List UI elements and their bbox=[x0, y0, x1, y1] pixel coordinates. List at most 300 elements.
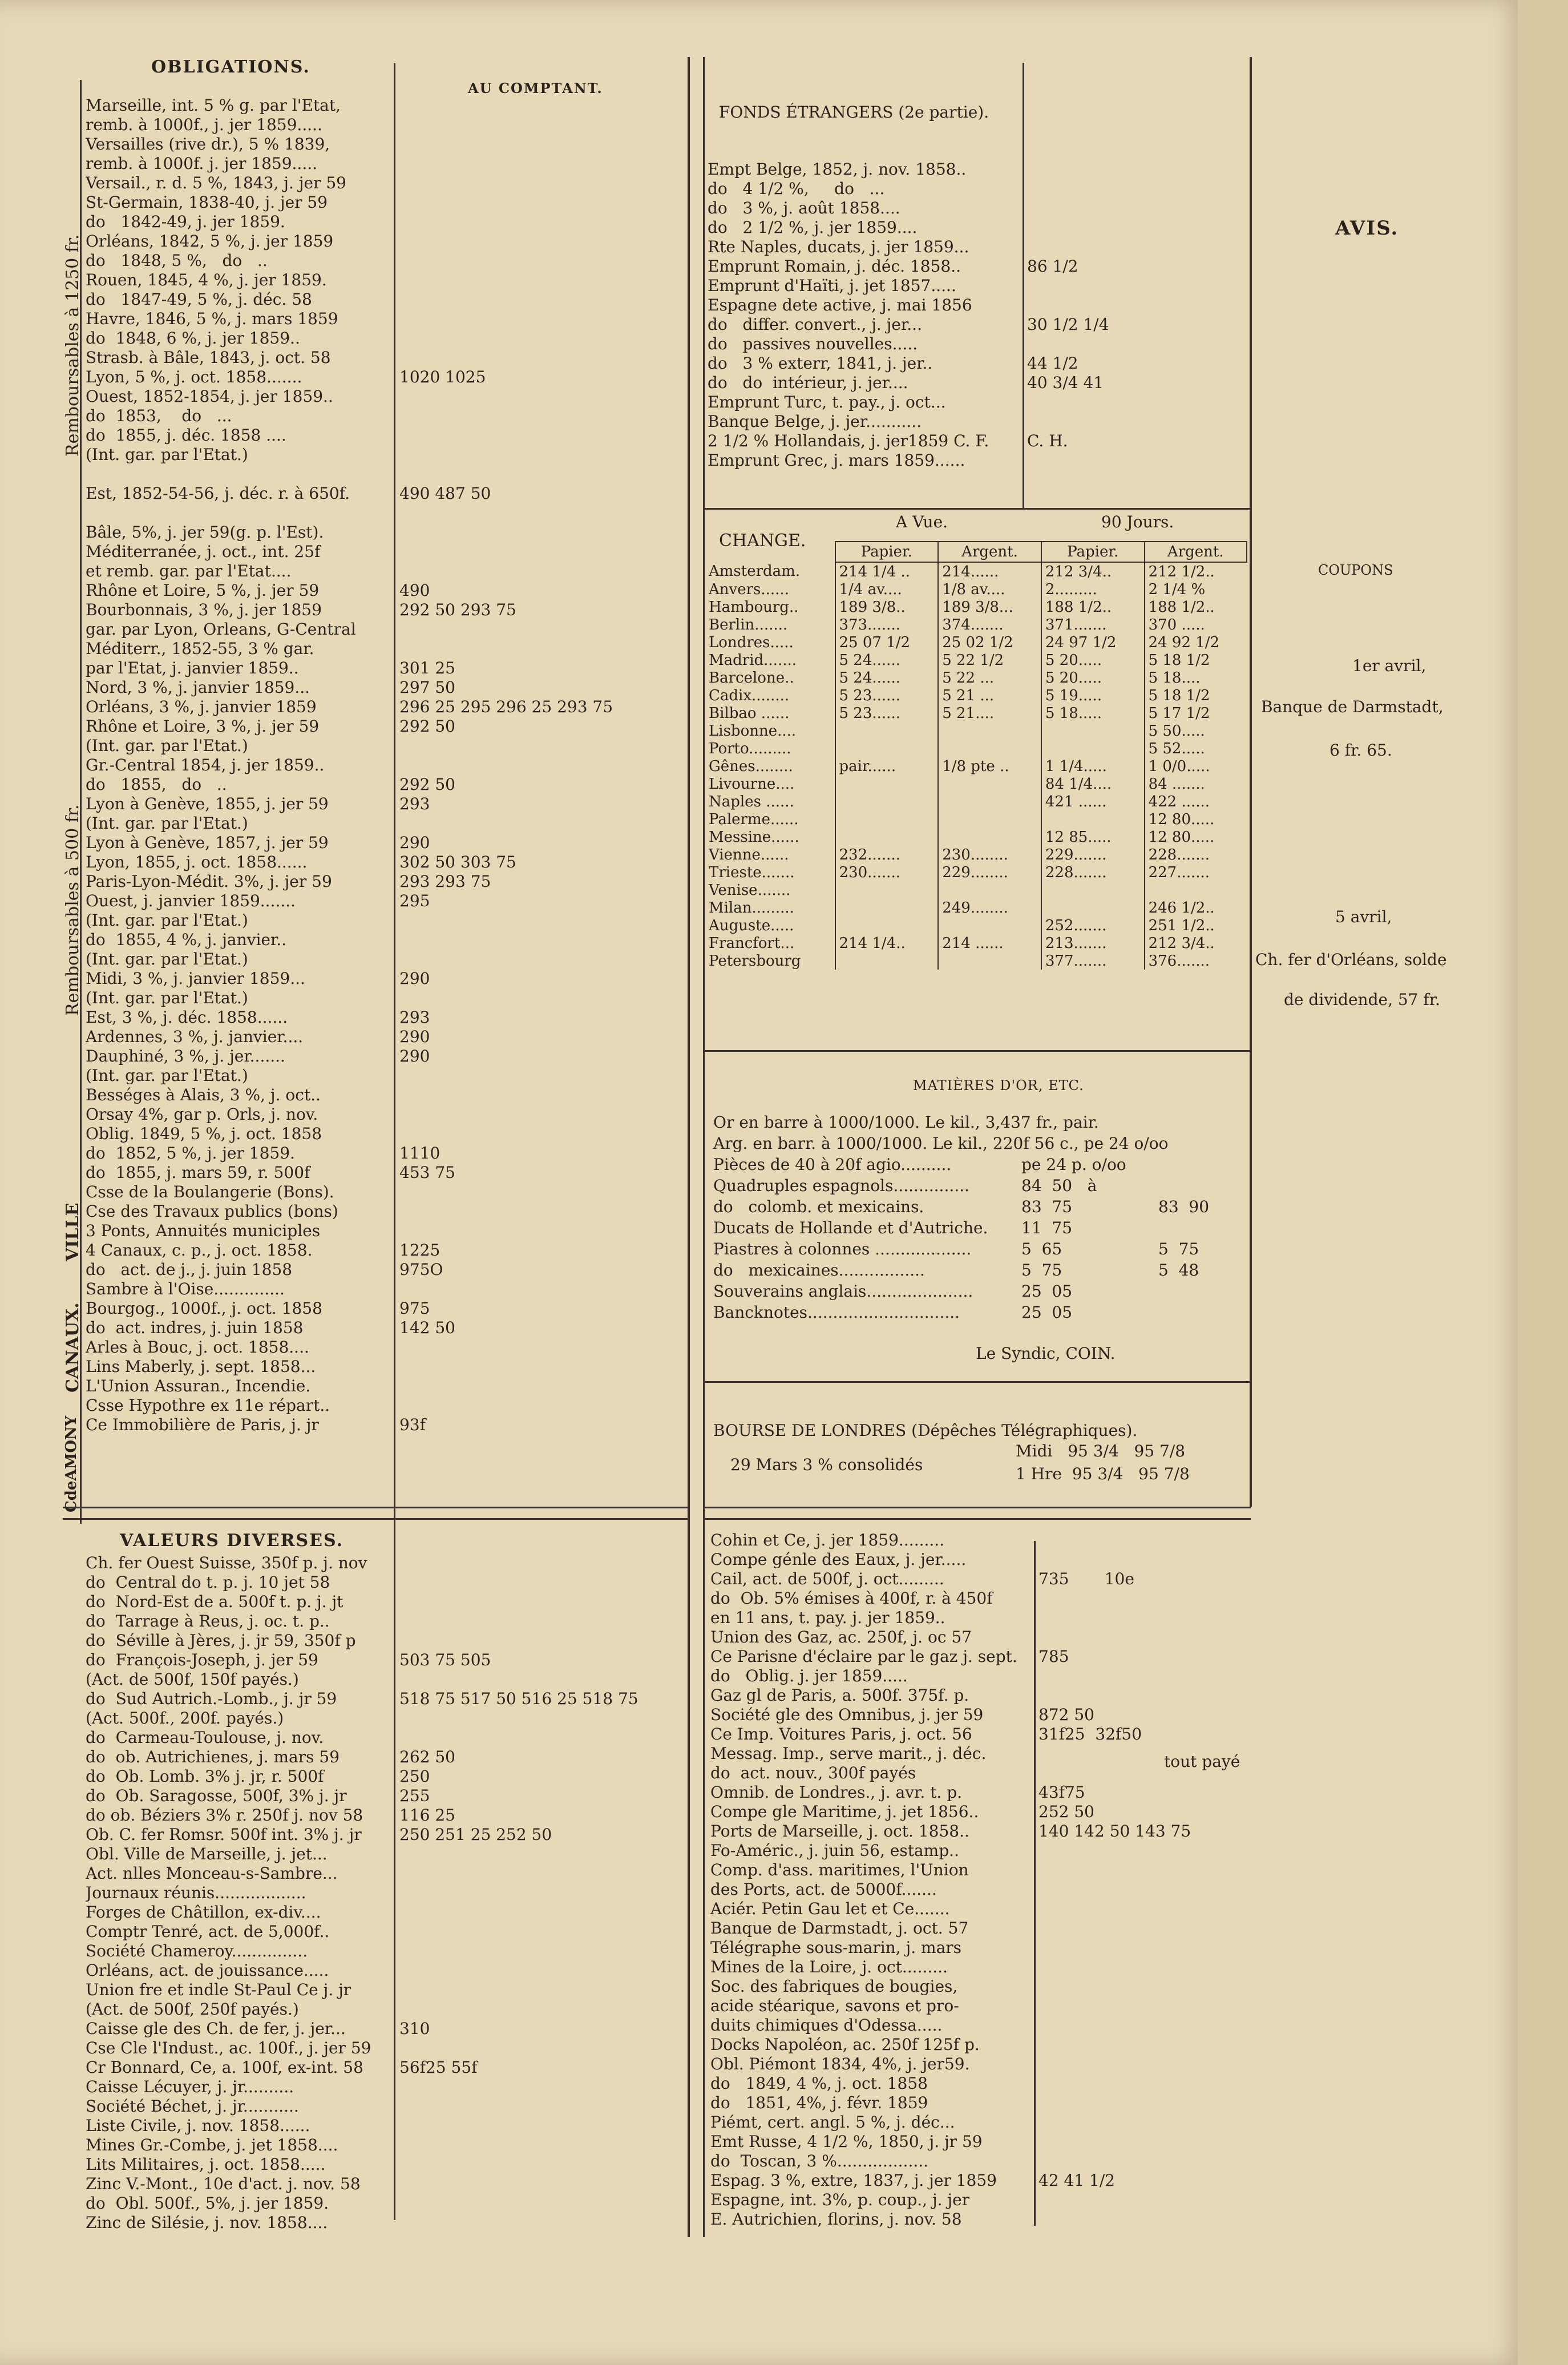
rate-cell: 84 ....... bbox=[1145, 775, 1247, 793]
rate-cell: 5 24...... bbox=[835, 651, 939, 669]
list-item: Zinc de Silésie, j. nov. 1858.... bbox=[86, 2213, 328, 2232]
matieres-heading: MATIÈRES D'OR, ETC. bbox=[913, 1077, 1084, 1093]
table-row bbox=[705, 846, 1247, 863]
metal-value: 5 48 bbox=[1158, 1261, 1199, 1280]
rate-cell bbox=[938, 722, 1041, 740]
next-page-edge bbox=[1518, 0, 1568, 2365]
list-item: Ouest, 1852-1854, j. jer 1859.. bbox=[86, 387, 333, 406]
list-item: (Int. gar. par l'Etat.) bbox=[86, 736, 248, 755]
metal-value: 5 75 bbox=[1021, 1261, 1062, 1280]
table-row bbox=[705, 562, 1247, 580]
rate-cell: 25 07 1/2 bbox=[835, 633, 939, 651]
table-row bbox=[705, 704, 1247, 722]
metal-value: 83 90 bbox=[1158, 1197, 1210, 1216]
rate-cell: 12 80..... bbox=[1145, 810, 1247, 828]
rate-cell: 5 18 1/2 bbox=[1145, 651, 1247, 669]
price-value: 292 50 293 75 bbox=[399, 600, 516, 619]
rate-cell: 2......... bbox=[1041, 580, 1145, 598]
rate-cell bbox=[835, 917, 939, 934]
rate-cell: 5 52..... bbox=[1145, 740, 1247, 757]
table-row bbox=[705, 669, 1247, 687]
list-item: 3 Ponts, Annuités municiples bbox=[86, 1221, 321, 1240]
rate-cell: 228....... bbox=[1041, 863, 1145, 881]
table-row bbox=[705, 580, 1247, 598]
list-item: (Int. gar. par l'Etat.) bbox=[86, 911, 248, 930]
rate-cell: 24 97 1/2 bbox=[1041, 633, 1145, 651]
list-item bbox=[713, 1197, 1250, 1218]
list-item: do passives nouvelles..... bbox=[708, 334, 918, 353]
list-item: do 1849, 4 %, j. oct. 1858 bbox=[710, 2074, 928, 2093]
coupon-name: Banque de Darmstadt, bbox=[1261, 697, 1444, 716]
rule bbox=[1023, 63, 1024, 508]
rate-cell: 5 24...... bbox=[835, 669, 939, 687]
rate-cell: pair...... bbox=[835, 757, 939, 775]
list-item: Ports de Marseille, j. oct. 1858.. bbox=[710, 1822, 969, 1841]
obligations-heading: OBLIGATIONS. bbox=[151, 57, 310, 77]
rate-cell: 1/8 av.... bbox=[938, 580, 1041, 598]
list-item: Cse des Travaux publics (bons) bbox=[86, 1202, 338, 1221]
rate-cell bbox=[938, 881, 1041, 899]
list-item: do act. de j., j. juin 1858 bbox=[86, 1260, 293, 1279]
rate-cell bbox=[1041, 881, 1145, 899]
list-item: (Act. de 500f, 250f payés.) bbox=[86, 2000, 299, 2019]
city-cell: Venise....... bbox=[709, 881, 791, 899]
rate-cell bbox=[835, 828, 939, 846]
list-item: Ardennes, 3 %, j. janvier.... bbox=[86, 1027, 304, 1046]
list-item: Lits Militaires, j. oct. 1858..... bbox=[86, 2155, 326, 2174]
a-vue-heading: A Vue. bbox=[896, 512, 948, 531]
list-item: Versailles (rive dr.), 5 % 1839, bbox=[86, 135, 330, 154]
list-item: do Ob. Lomb. 3% j. jr, r. 500f bbox=[86, 1767, 324, 1786]
rate-cell: 5 50..... bbox=[1145, 722, 1247, 740]
list-item: Oblig. 1849, 5 %, j. oct. 1858 bbox=[86, 1124, 322, 1143]
metal-value: 25 05 bbox=[1021, 1282, 1073, 1301]
metal-label: Souverains anglais..................... bbox=[713, 1282, 973, 1301]
list-item: (Int. gar. par l'Etat.) bbox=[86, 814, 248, 833]
rate-cell: 212 3/4.. bbox=[1145, 934, 1247, 952]
list-item: do Oblig. j. jer 1859..... bbox=[710, 1666, 908, 1685]
price-value: 290 bbox=[399, 833, 430, 852]
column-divider bbox=[688, 57, 690, 2237]
table-row bbox=[705, 934, 1247, 952]
list-item: do Toscan, 3 %.................. bbox=[710, 2152, 929, 2170]
coupon-date: 1er avril, bbox=[1352, 656, 1426, 675]
list-item: et remb. gar. par l'Etat.... bbox=[86, 562, 292, 580]
list-item: Mines Gr.-Combe, j. jet 1858.... bbox=[86, 2136, 338, 2154]
price-value: 255 bbox=[399, 1786, 430, 1805]
list-item: Bourgog., 1000f., j. oct. 1858 bbox=[86, 1299, 322, 1318]
rate-cell: 212 1/2.. bbox=[1145, 562, 1247, 580]
metal-label: do colomb. et mexicains. bbox=[713, 1197, 924, 1216]
price-value: 785 bbox=[1038, 1647, 1069, 1666]
list-item bbox=[86, 503, 394, 523]
side-label: CdeAMONY bbox=[63, 1415, 80, 1512]
fonds-etrangers-list bbox=[708, 160, 1021, 470]
valeurs-diverses-heading: VALEURS DIVERSES. bbox=[120, 1531, 344, 1551]
metal-value: 11 75 bbox=[1021, 1218, 1073, 1237]
table-row bbox=[705, 740, 1247, 757]
list-item: do differ. convert., j. jer... bbox=[708, 315, 922, 334]
list-item: Lins Maberly, j. sept. 1858... bbox=[86, 1357, 316, 1376]
table-row bbox=[705, 917, 1247, 934]
list-item: do Central do t. p. j. 10 jet 58 bbox=[86, 1573, 330, 1592]
list-item: Obl. Ville de Marseille, j. jet... bbox=[86, 1845, 328, 1863]
list-item: Midi, 3 %, j. janvier 1859... bbox=[86, 969, 305, 988]
price-value: 116 25 bbox=[399, 1806, 455, 1825]
rate-cell: 5 18.... bbox=[1145, 669, 1247, 687]
price-value: 1225 bbox=[399, 1241, 441, 1260]
city-cell: Cadix........ bbox=[709, 687, 790, 704]
price-value: 290 bbox=[399, 1027, 430, 1046]
rate-cell: 374....... bbox=[938, 616, 1041, 633]
list-item: do 2 1/2 %, j. jer 1859.... bbox=[708, 218, 918, 237]
list-item: Soc. des fabriques de bougies, bbox=[710, 1977, 958, 1996]
list-item: do 1848, 5 %, do .. bbox=[86, 251, 268, 270]
price-value: 295 bbox=[399, 891, 430, 910]
list-item: do 3 % exterr, 1841, j. jer.. bbox=[708, 354, 933, 373]
list-item: en 11 ans, t. pay. j. jer 1859.. bbox=[710, 1608, 945, 1627]
bourse-londres-heading: BOURSE DE LONDRES (Dépêches Télégraphiques). bbox=[713, 1421, 1138, 1440]
list-item: do 3 %, j. août 1858.... bbox=[708, 199, 900, 217]
city-cell: Londres..... bbox=[709, 633, 794, 651]
rate-cell: 227....... bbox=[1145, 863, 1247, 881]
bourse-date-line: 29 Mars 3 % consolidés bbox=[730, 1455, 923, 1474]
list-item: Banque Belge, j. jer........... bbox=[708, 412, 922, 431]
metal-value: 25 05 bbox=[1021, 1303, 1073, 1322]
city-cell: Trieste....... bbox=[709, 863, 795, 881]
coupon-name: Ch. fer d'Orléans, solde bbox=[1255, 950, 1447, 969]
rate-cell: 228....... bbox=[1145, 846, 1247, 863]
list-item: Piémt, cert. angl. 5 %, j. déc... bbox=[710, 2113, 955, 2132]
rate-cell bbox=[1041, 740, 1145, 757]
list-item: do Carmeau-Toulouse, j. nov. bbox=[86, 1728, 324, 1747]
valeurs-suite-prices bbox=[1038, 1531, 1250, 2229]
table-row bbox=[705, 616, 1247, 633]
list-item: Union fre et indle St-Paul Ce j. jr bbox=[86, 1980, 351, 1999]
list-item: Havre, 1846, 5 %, j. mars 1859 bbox=[86, 309, 338, 328]
table-row bbox=[705, 863, 1247, 881]
price-value: 42 41 1/2 bbox=[1038, 2171, 1116, 2190]
list-item: do ob. Béziers 3% r. 250f j. nov 58 bbox=[86, 1806, 363, 1825]
list-item: Fo-Améric., j. juin 56, estamp.. bbox=[710, 1841, 959, 1860]
coupons-heading: COUPONS bbox=[1318, 562, 1393, 578]
list-item bbox=[713, 1218, 1250, 1240]
list-item: (Act. de 500f, 150f payés.) bbox=[86, 1670, 299, 1689]
fonds-etrangers-prices bbox=[1027, 160, 1244, 470]
list-item: Emprunt d'Haïti, j. jet 1857..... bbox=[708, 276, 956, 295]
list-item: Méditerr., 1852-55, 3 % gar. bbox=[86, 639, 314, 658]
rate-cell: 84 1/4.... bbox=[1041, 775, 1145, 793]
metal-value: pe 24 p. o/oo bbox=[1021, 1155, 1126, 1174]
valeurs-diverses-list bbox=[86, 1553, 394, 2233]
price-value: 296 25 295 296 25 293 75 bbox=[399, 697, 613, 716]
city-cell: Naples ...... bbox=[709, 793, 794, 810]
rate-cell bbox=[835, 740, 939, 757]
list-item: remb. à 1000f., j. jer 1859..... bbox=[86, 115, 322, 134]
price-value: 40 3/4 41 bbox=[1027, 373, 1104, 392]
change-heading: CHANGE. bbox=[719, 531, 806, 551]
price-value: 872 50 bbox=[1038, 1705, 1094, 1724]
list-item: Cr Bonnard, Ce, a. 100f, ex-int. 58 bbox=[86, 2058, 363, 2077]
list-item: do Ob. Saragosse, 500f, 3% j. jr bbox=[86, 1786, 347, 1805]
list-item: do 1847-49, 5 %, j. déc. 58 bbox=[86, 290, 312, 309]
rate-cell bbox=[835, 810, 939, 828]
list-item: Orléans, 3 %, j. janvier 1859 bbox=[86, 697, 317, 716]
list-item: Csse Hypothre ex 11e répart.. bbox=[86, 1396, 330, 1415]
list-item: Société Béchet, j. jr........... bbox=[86, 2097, 299, 2116]
list-item: Cohin et Ce, j. jer 1859......... bbox=[710, 1531, 945, 1549]
list-item: Société Chameroy............... bbox=[86, 1942, 308, 1960]
syndic-signature: Le Syndic, COIN. bbox=[976, 1344, 1116, 1363]
rate-cell: 1 0/0..... bbox=[1145, 757, 1247, 775]
list-item: Est, 3 %, j. déc. 1858...... bbox=[86, 1008, 288, 1027]
list-item: Ob. C. fer Romsr. 500f int. 3% j. jr bbox=[86, 1825, 362, 1844]
list-item: Csse de la Boulangerie (Bons). bbox=[86, 1182, 334, 1201]
list-item: Espag. 3 %, extre, 1837, j. jer 1859 bbox=[710, 2171, 997, 2190]
rate-cell: 2 1/4 % bbox=[1145, 580, 1247, 598]
column-divider bbox=[1250, 57, 1252, 1507]
price-value: 252 50 bbox=[1038, 1802, 1094, 1821]
price-value: 56f25 55f bbox=[399, 2058, 478, 2077]
rate-cell: 5 19..... bbox=[1041, 687, 1145, 704]
city-cell: Hambourg.. bbox=[709, 598, 799, 616]
list-item: (Act. 500f., 200f. payés.) bbox=[86, 1709, 284, 1728]
metal-value: 5 75 bbox=[1158, 1240, 1199, 1258]
list-item: Société gle des Omnibus, j. jer 59 bbox=[710, 1705, 984, 1724]
rate-cell: 12 80..... bbox=[1145, 828, 1247, 846]
price-value: 262 50 bbox=[399, 1747, 455, 1766]
list-item: Orsay 4%, gar p. Orls, j. nov. bbox=[86, 1105, 318, 1124]
list-item: Union des Gaz, ac. 250f, j. oc 57 bbox=[710, 1628, 972, 1646]
city-cell: Anvers...... bbox=[709, 580, 789, 598]
list-item: Docks Napoléon, ac. 250f 125f p. bbox=[710, 2035, 980, 2054]
list-item: Orléans, act. de jouissance..... bbox=[86, 1961, 329, 1980]
list-item: Comptr Tenré, act. de 5,000f.. bbox=[86, 1922, 330, 1941]
price-value: 503 75 505 bbox=[399, 1650, 491, 1669]
price-value: 975 bbox=[399, 1299, 430, 1318]
list-item: do 1851, 4%, j. févr. 1859 bbox=[710, 2093, 928, 2112]
table-row bbox=[705, 633, 1247, 651]
rate-cell: 212 3/4.. bbox=[1041, 562, 1145, 580]
city-cell: Lisbonne.... bbox=[709, 722, 797, 740]
obligations-list bbox=[86, 96, 394, 1435]
list-item: Liste Civile, j. nov. 1858...... bbox=[86, 2116, 310, 2135]
list-item: Orléans, 1842, 5 %, j. jer 1859 bbox=[86, 232, 334, 251]
city-cell: Livourne.... bbox=[709, 775, 795, 793]
list-item: 4 Canaux, c. p., j. oct. 1858. bbox=[86, 1241, 313, 1260]
coupon-date: 5 avril, bbox=[1335, 907, 1392, 926]
list-item: Versail., r. d. 5 %, 1843, j. jer 59 bbox=[86, 173, 346, 192]
list-item: Nord, 3 %, j. janvier 1859... bbox=[86, 678, 310, 697]
city-cell: Amsterdam. bbox=[709, 563, 801, 580]
list-item: Empt Belge, 1852, j. nov. 1858.. bbox=[708, 160, 967, 179]
rate-cell bbox=[938, 952, 1041, 970]
rate-cell: 229....... bbox=[1041, 846, 1145, 863]
bourse-1-heure: 1 Hre 95 3/4 95 7/8 bbox=[1016, 1464, 1190, 1483]
list-item: do François-Joseph, j. jer 59 bbox=[86, 1650, 318, 1669]
list-item: do 1842-49, j. jer 1859. bbox=[86, 212, 285, 231]
rate-cell: 5 20..... bbox=[1041, 669, 1145, 687]
metal-label: Or en barre à 1000/1000. Le kil., 3,437 fr., pair. bbox=[713, 1113, 1099, 1132]
list-item: Emprunt Romain, j. déc. 1858.. bbox=[708, 257, 961, 276]
list-item: Bourbonnais, 3 %, j. jer 1859 bbox=[86, 600, 322, 619]
list-item: (Int. gar. par l'Etat.) bbox=[86, 445, 248, 464]
rate-cell: 5 22 ... bbox=[938, 669, 1041, 687]
rate-cell: 377....... bbox=[1041, 952, 1145, 970]
rate-cell bbox=[938, 828, 1041, 846]
price-value: 43f75 bbox=[1038, 1783, 1085, 1802]
list-item: des Ports, act. de 5000f....... bbox=[710, 1880, 937, 1899]
metal-label: Ducats de Hollande et d'Autriche. bbox=[713, 1218, 988, 1237]
rate-cell: 188 1/2.. bbox=[1041, 598, 1145, 616]
side-label: Remboursables à 500 fr. bbox=[63, 804, 83, 1016]
price-value: 301 25 bbox=[399, 659, 455, 677]
list-item: L'Union Assuran., Incendie. bbox=[86, 1377, 311, 1395]
rate-cell: 376....... bbox=[1145, 952, 1247, 970]
rate-cell: 371....... bbox=[1041, 616, 1145, 633]
list-item: Ce Parisne d'éclaire par le gaz j. sept. bbox=[710, 1647, 1017, 1666]
list-item: Lyon, 1855, j. oct. 1858...... bbox=[86, 853, 308, 871]
tout-paye-note: tout payé bbox=[1164, 1752, 1240, 1771]
metal-label: Bancknotes.............................. bbox=[713, 1303, 960, 1322]
list-item: do 1855, 4 %, j. janvier.. bbox=[86, 930, 287, 949]
price-value: 518 75 517 50 516 25 518 75 bbox=[399, 1689, 638, 1708]
city-cell: Berlin....... bbox=[709, 616, 788, 633]
list-item: do do intérieur, j. jer.... bbox=[708, 373, 908, 392]
table-row bbox=[705, 687, 1247, 704]
rate-cell: 5 23...... bbox=[835, 704, 939, 722]
rate-cell: 214...... bbox=[938, 562, 1041, 580]
price-value: 30 1/2 1/4 bbox=[1027, 315, 1109, 334]
rate-cell: 5 21.... bbox=[938, 704, 1041, 722]
price-value: 1110 bbox=[399, 1144, 441, 1163]
list-item: gar. par Lyon, Orleans, G-Central bbox=[86, 620, 356, 639]
list-item bbox=[713, 1113, 1250, 1134]
list-item: Journaux réunis.................. bbox=[86, 1883, 306, 1902]
city-cell: Vienne...... bbox=[709, 846, 789, 863]
rate-cell bbox=[938, 917, 1041, 934]
rate-cell bbox=[938, 740, 1041, 757]
metal-value: 84 50 à bbox=[1021, 1176, 1097, 1195]
list-item: Arles à Bouc, j. oct. 1858.... bbox=[86, 1338, 309, 1357]
list-item: Rte Naples, ducats, j. jer 1859... bbox=[708, 237, 969, 256]
list-item: do ob. Autrichienes, j. mars 59 bbox=[86, 1747, 340, 1766]
list-item: Caisse Lécuyer, j. jr.......... bbox=[86, 2077, 294, 2096]
table-row bbox=[705, 828, 1247, 846]
price-value: 735 10e bbox=[1038, 1569, 1134, 1588]
section-rule bbox=[703, 1507, 1251, 1508]
section-rule bbox=[63, 1507, 688, 1508]
list-item: Cail, act. de 500f, j. oct......... bbox=[710, 1569, 944, 1588]
list-item: Compe gle Maritime, j. jet 1856.. bbox=[710, 1802, 979, 1821]
rate-cell: 251 1/2.. bbox=[1145, 917, 1247, 934]
list-item: Mines de la Loire, j. oct......... bbox=[710, 1958, 948, 1976]
change-table bbox=[705, 541, 1247, 970]
price-value: C. H. bbox=[1027, 431, 1068, 450]
rate-cell: 1/4 av.... bbox=[835, 580, 939, 598]
au-comptant-heading: AU COMPTANT. bbox=[468, 80, 603, 96]
section-rule bbox=[703, 1050, 1251, 1052]
list-item: do act. indres, j. juin 1858 bbox=[86, 1318, 304, 1337]
rate-cell: 189 3/8.. bbox=[835, 598, 939, 616]
list-item: Ce Immobilière de Paris, j. jr bbox=[86, 1415, 319, 1434]
list-item: Rhône et Loire, 3 %, j. jer 59 bbox=[86, 717, 320, 736]
list-item: remb. à 1000f. j. jer 1859..... bbox=[86, 154, 318, 173]
rate-cell: 189 3/8... bbox=[938, 598, 1041, 616]
rate-cell: 370 ..... bbox=[1145, 616, 1247, 633]
list-item: do 1853, do ... bbox=[86, 406, 232, 425]
rate-cell: 12 85..... bbox=[1041, 828, 1145, 846]
table-row bbox=[705, 651, 1247, 669]
list-item: Espagne, int. 3%, p. coup., j. jer bbox=[710, 2190, 970, 2209]
list-item: (Int. gar. par l'Etat.) bbox=[86, 1066, 248, 1085]
list-item: (Int. gar. par l'Etat.) bbox=[86, 950, 248, 968]
rate-cell: 188 1/2.. bbox=[1145, 598, 1247, 616]
list-item: do 1855, j. déc. 1858 .... bbox=[86, 426, 286, 445]
city-cell: Bilbao ...... bbox=[709, 704, 790, 722]
list-item: Ce Imp. Voitures Paris, j. oct. 56 bbox=[710, 1725, 972, 1744]
rate-cell: 214 1/4.. bbox=[835, 934, 939, 952]
rate-cell bbox=[1145, 881, 1247, 899]
rate-cell: 5 20..... bbox=[1041, 651, 1145, 669]
metal-label: Pièces de 40 à 20f agio.......... bbox=[713, 1155, 952, 1174]
city-cell: Auguste..... bbox=[709, 917, 794, 934]
list-item: Banque de Darmstadt, j. oct. 57 bbox=[710, 1919, 969, 1938]
table-row bbox=[705, 598, 1247, 616]
rate-cell bbox=[835, 899, 939, 917]
valeurs-diverses-prices bbox=[399, 1553, 685, 2233]
city-cell: Barcelone.. bbox=[709, 669, 794, 687]
list-item: Comp. d'ass. maritimes, l'Union bbox=[710, 1860, 969, 1879]
list-item: Obl. Piémont 1834, 4%, j. jer59. bbox=[710, 2055, 970, 2073]
table-row bbox=[705, 899, 1247, 917]
list-item: Marseille, int. 5 % g. par l'Etat, bbox=[86, 96, 341, 115]
section-rule bbox=[703, 1381, 1251, 1383]
list-item: do 1855, do .. bbox=[86, 775, 227, 794]
price-value: 975O bbox=[399, 1260, 443, 1279]
list-item: 2 1/2 % Hollandais, j. jer1859 C. F. bbox=[708, 431, 989, 450]
price-value: 290 bbox=[399, 969, 430, 988]
list-item bbox=[713, 1176, 1250, 1197]
list-item bbox=[86, 465, 394, 484]
matieres-list bbox=[713, 1113, 1250, 1324]
rate-cell: 214 1/4 .. bbox=[835, 562, 939, 580]
list-item: do 1855, j. mars 59, r. 500f bbox=[86, 1163, 310, 1182]
list-item: Bâle, 5%, j. jer 59(g. p. l'Est). bbox=[86, 523, 324, 542]
rate-cell bbox=[938, 793, 1041, 810]
price-value: 1020 1025 bbox=[399, 368, 486, 386]
price-value: 297 50 bbox=[399, 678, 455, 697]
price-value: 302 50 303 75 bbox=[399, 853, 516, 871]
bourse-midi: Midi 95 3/4 95 7/8 bbox=[1016, 1442, 1186, 1460]
rule bbox=[394, 63, 395, 2220]
coupon-amount: de dividende, 57 fr. bbox=[1284, 990, 1440, 1009]
list-item: par l'Etat, j. janvier 1859.. bbox=[86, 659, 299, 677]
list-item: Strasb. à Bâle, 1843, j. oct. 58 bbox=[86, 348, 331, 367]
rate-cell bbox=[835, 881, 939, 899]
section-rule bbox=[703, 508, 1251, 510]
list-item: E. Autrichien, florins, j. nov. 58 bbox=[710, 2210, 962, 2229]
list-item bbox=[713, 1303, 1250, 1324]
list-item: Paris-Lyon-Médit. 3%, j. jer 59 bbox=[86, 872, 332, 891]
price-value: 93f bbox=[399, 1415, 426, 1434]
list-item: Ch. fer Ouest Suisse, 350f p. j. nov bbox=[86, 1553, 367, 1572]
rate-cell: 249........ bbox=[938, 899, 1041, 917]
list-item bbox=[713, 1155, 1250, 1176]
list-item: Méditerranée, j. oct., int. 25f bbox=[86, 542, 321, 561]
list-item: do act. nouv., 300f payés bbox=[710, 1763, 916, 1782]
rate-cell bbox=[1041, 722, 1145, 740]
